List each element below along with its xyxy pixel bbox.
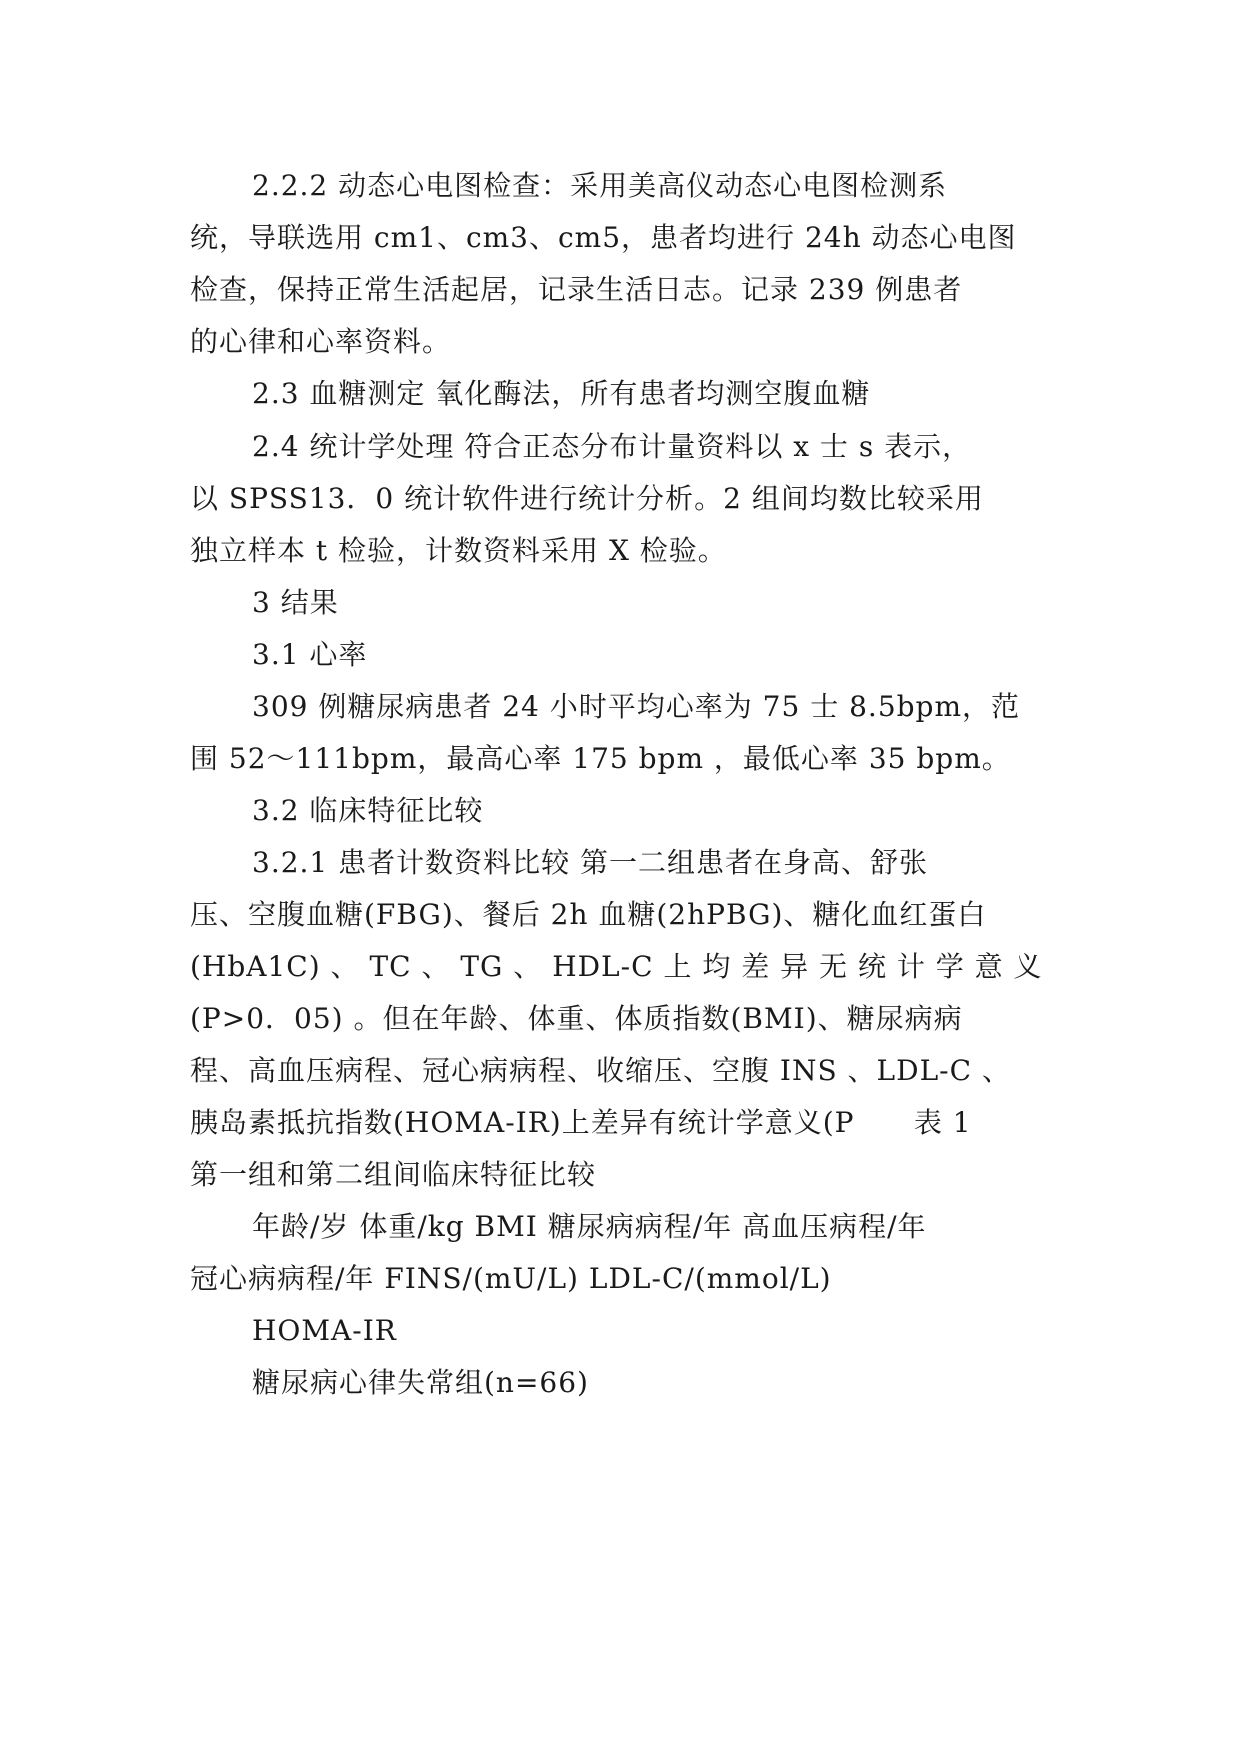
paragraph-line: 检查，保持正常生活起居，记录生活日志。记录 239 例患者: [190, 273, 963, 306]
paragraph-line: 3.2.1 患者计数资料比较 第一二组患者在身高、舒张: [252, 846, 929, 879]
paragraph-line: 的心律和心率资料。: [190, 325, 452, 358]
paragraph-line: 2.2.2 动态心电图检查：采用美高仪动态心电图检测系: [252, 169, 948, 202]
paragraph-line: 2.4 统计学处理 符合正态分布计量资料以 x 士 s 表示，: [252, 430, 972, 463]
paragraph-line: 胰岛素抵抗指数(HOMA-IR)上差异有统计学意义(P 表 1: [190, 1106, 972, 1139]
table-header-line: 冠心病病程/年 FINS/(mU/L) LDL-C/(mmol/L): [190, 1262, 832, 1295]
paragraph-line: 309 例糖尿病患者 24 小时平均心率为 75 士 8.5bpm，范: [252, 690, 1021, 723]
paragraph-line: 统，导联选用 cm1、cm3、cm5，患者均进行 24h 动态心电图: [190, 221, 1017, 254]
subsection-heading: 3.2 临床特征比较: [252, 794, 484, 827]
paragraph-line: 压、空腹血糖(FBG)、餐后 2h 血糖(2hPBG)、糖化血红蛋白: [190, 898, 987, 931]
paragraph-line: (HbA1C) 、 TC 、 TG 、 HDL-C 上 均 差 异 无 统 计 学 意 义: [190, 950, 1043, 983]
paragraph-line: 以 SPSS13．0 统计软件进行统计分析。2 组间均数比较采用: [190, 482, 984, 515]
section-heading: 3 结果: [252, 586, 339, 619]
table-row-label: 糖尿病心律失常组(n=66): [252, 1366, 589, 1399]
paragraph-line: 独立样本 t 检验，计数资料采用 X 检验。: [190, 534, 727, 567]
paragraph-line: (P>0．05) 。但在年龄、体重、体质指数(BMI)、糖尿病病: [190, 1002, 963, 1035]
table-header-line: 年龄/岁 体重/kg BMI 糖尿病病程/年 高血压病程/年: [252, 1210, 927, 1243]
table-header-line: HOMA-IR: [252, 1314, 397, 1347]
paragraph-line: 围 52～111bpm，最高心率 175 bpm ，最低心率 35 bpm。: [190, 742, 1011, 775]
paragraph-line: 2.3 血糖测定 氧化酶法，所有患者均测空腹血糖: [252, 377, 871, 410]
table-caption: 第一组和第二组间临床特征比较: [190, 1158, 597, 1191]
paragraph-line: 程、高血压病程、冠心病病程、收缩压、空腹 INS 、LDL-C 、: [190, 1054, 1011, 1087]
subsection-heading: 3.1 心率: [252, 638, 368, 671]
